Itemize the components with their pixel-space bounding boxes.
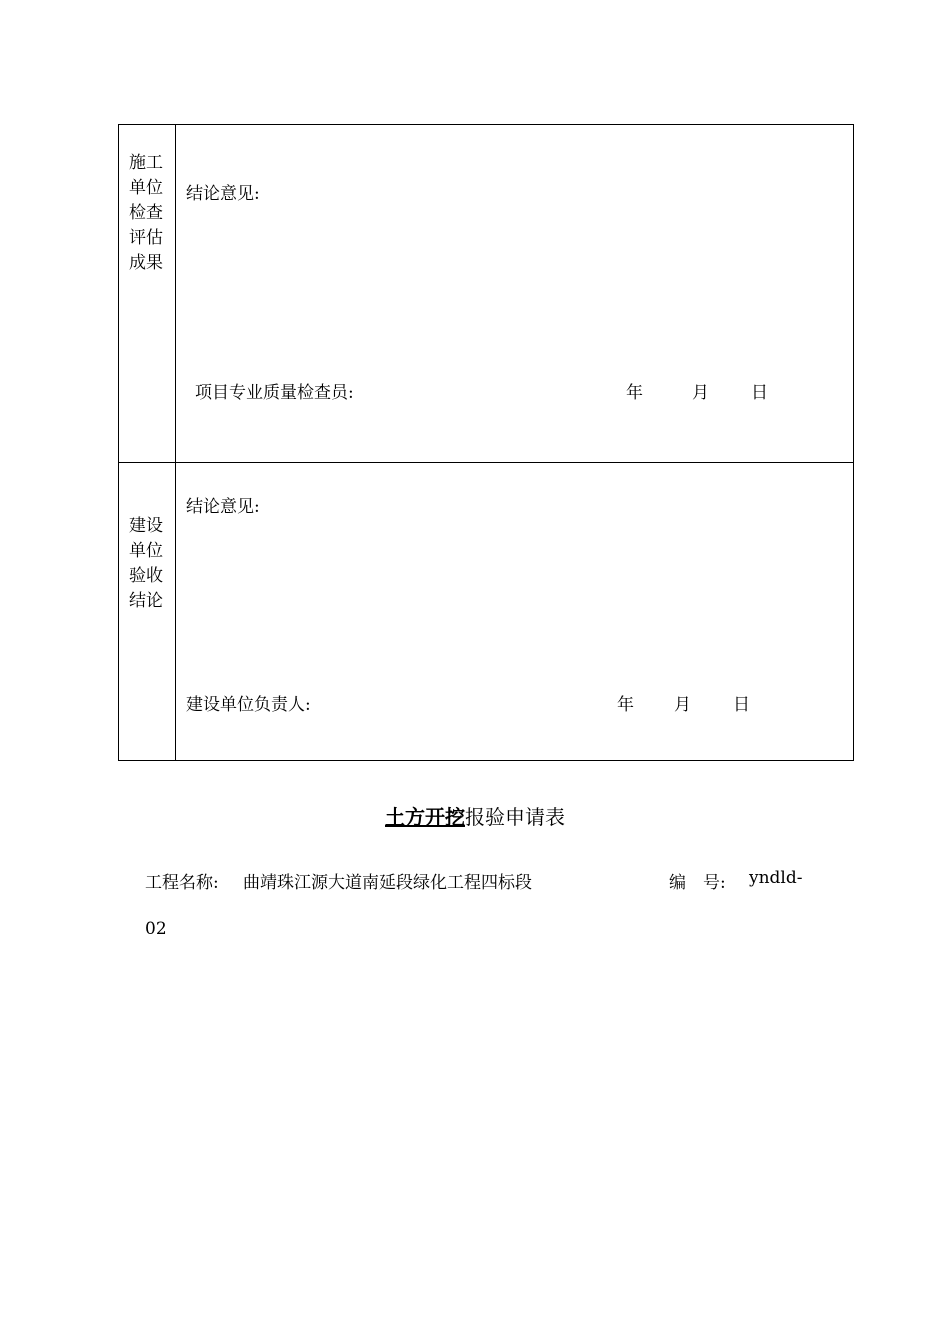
section1-signer-label: 项目专业质量检查员: <box>195 383 354 403</box>
form-title <box>0 801 950 830</box>
form-title-underlined: 土方开挖 <box>385 805 465 829</box>
project-number-value-cont: 02 <box>145 919 167 939</box>
section1-year: 年 <box>626 383 643 403</box>
section2-label-line: 建设 <box>129 516 163 536</box>
project-name-label: 工程名称: <box>145 873 219 893</box>
section2-label-line: 结论 <box>129 591 163 611</box>
section2-label-line: 验收 <box>129 566 163 586</box>
section2-label-line: 单位 <box>129 541 163 561</box>
section1-label-line: 评估 <box>129 228 163 248</box>
project-number-value: yndld- <box>749 868 803 888</box>
section1-label-line: 施工 <box>129 153 163 173</box>
section1-month: 月 <box>692 383 709 403</box>
section1-conclusion-label: 结论意见: <box>186 184 260 204</box>
project-number-label: 编 号: <box>669 873 726 893</box>
section1-label <box>129 151 163 276</box>
section2-month: 月 <box>674 695 691 715</box>
column-divider <box>175 125 176 760</box>
section2-signer-label: 建设单位负责人: <box>186 695 311 715</box>
inspection-table <box>118 124 854 761</box>
row-divider <box>119 462 853 463</box>
section1-day: 日 <box>751 383 768 403</box>
section2-label <box>129 514 163 614</box>
section1-label-line: 单位 <box>129 178 163 198</box>
section2-conclusion-label: 结论意见: <box>186 497 260 517</box>
section2-day: 日 <box>733 695 750 715</box>
section2-year: 年 <box>617 695 634 715</box>
form-title-rest: 报验申请表 <box>465 805 565 829</box>
section1-label-line: 检查 <box>129 203 163 223</box>
section1-label-line: 成果 <box>129 253 163 273</box>
project-name-value: 曲靖珠江源大道南延段绿化工程四标段 <box>243 873 532 893</box>
